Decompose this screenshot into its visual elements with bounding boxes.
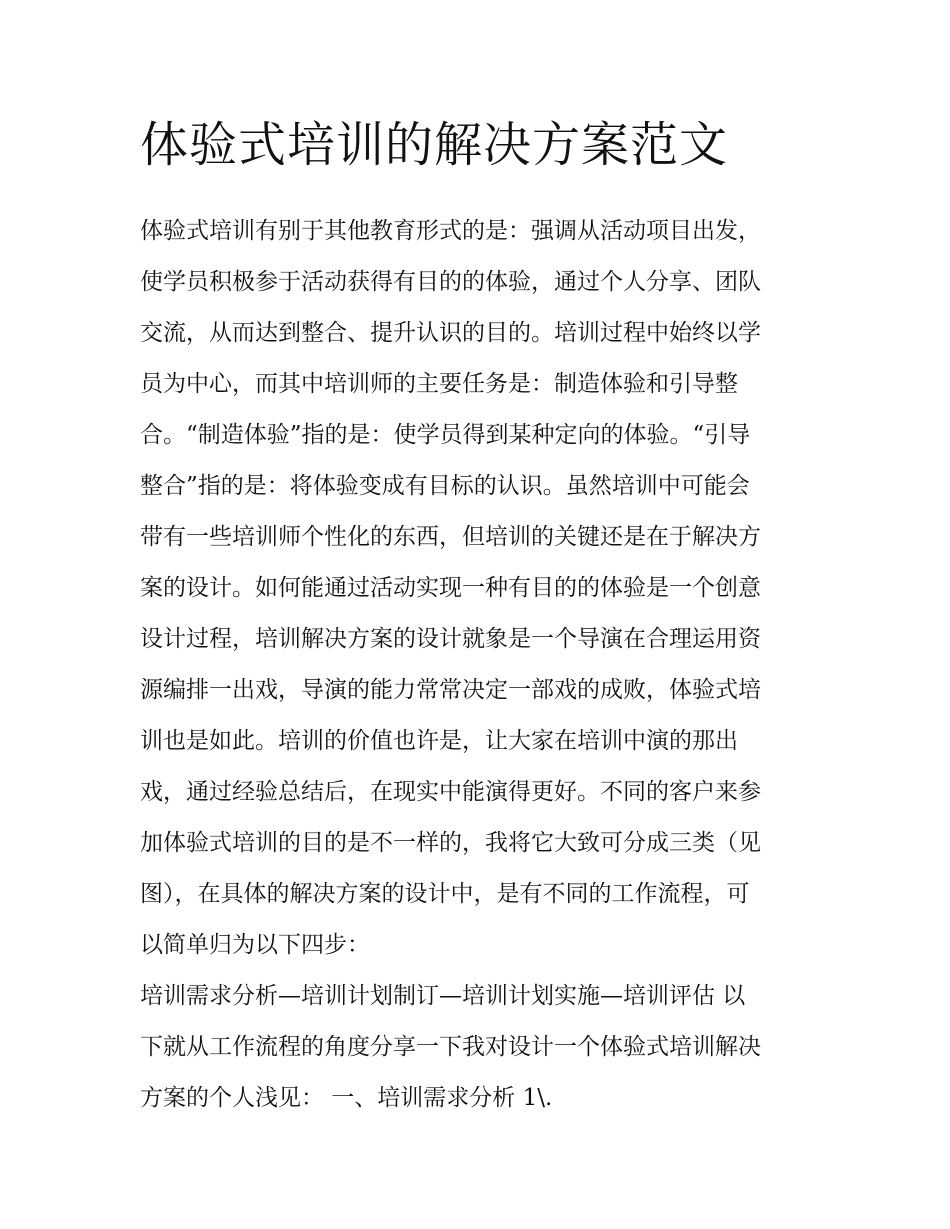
paragraph-line: 带有一些培训师个性化的东西，但培训的关键还是在于解决方 [140, 524, 761, 550]
paragraph-line: 训也是如此。培训的价值也许是，让大家在培训中演的那出 [140, 728, 738, 754]
paragraph-line: 源编排一出戏，导演的能力常常决定一部戏的成败，体验式培 [140, 677, 761, 703]
paragraph-line: 方案的个人浅见： 一、培训需求分析 1\. [140, 1085, 553, 1111]
paragraph-line: 交流，从而达到整合、提升认识的目的。培训过程中始终以学 [140, 320, 761, 346]
paragraph-line: 戏，通过经验总结后，在现实中能演得更好。不同的客户来参 [140, 779, 761, 805]
paragraph-line: 图），在具体的解决方案的设计中，是有不同的工作流程，可 [140, 881, 750, 907]
paragraph-line: 培训需求分析—培训计划制订—培训计划实施—培训评估 以 [140, 983, 746, 1009]
paragraph-line: 下就从工作流程的角度分享一下我对设计一个体验式培训解决 [140, 1034, 761, 1060]
paragraph-line: 合。“制造体验”指的是：使学员得到某种定向的体验。“引导 [140, 422, 751, 448]
paragraph-line: 设计过程，培训解决方案的设计就象是一个导演在合理运用资 [140, 626, 761, 652]
document-page [140, 110, 815, 1124]
paragraph-line: 整合”指的是：将体验变成有目标的认识。虽然培训中可能会 [140, 473, 750, 499]
paragraph-line: 以简单归为以下四步： [140, 932, 370, 958]
document-title: 体验式培训的解决方案范文 [140, 117, 729, 173]
paragraph-line: 体验式培训有别于其他教育形式的是：强调从活动项目出发， [140, 218, 761, 244]
paragraph-line: 员为中心，而其中培训师的主要任务是：制造体验和引导整 [140, 371, 738, 397]
paragraph-line: 案的设计。如何能通过活动实现一种有目的的体验是一个创意 [140, 575, 761, 601]
body-paragraph-2 [140, 971, 815, 1124]
body-paragraph-1 [140, 206, 815, 971]
paragraph-line: 使学员积极参于活动获得有目的的体验，通过个人分享、团队 [140, 269, 761, 295]
paragraph-line: 加体验式培训的目的是不一样的，我将它大致可分成三类（见 [140, 830, 761, 856]
